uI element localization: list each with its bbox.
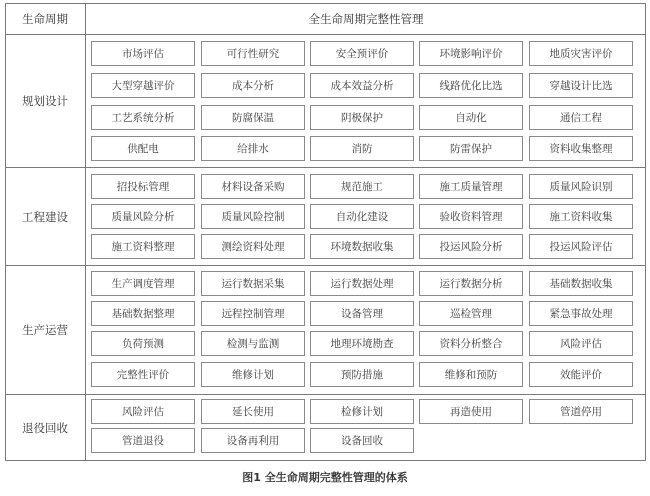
task-box: 给排水: [201, 136, 305, 161]
task-box: 阴极保护: [310, 105, 414, 130]
task-box: 安全预评价: [310, 41, 414, 66]
task-box: 设备再利用: [201, 428, 305, 453]
task-box: 穿越设计比选: [529, 73, 633, 98]
header-integrity-management: 全生命周期完整性管理: [308, 12, 424, 26]
task-box: 自动化: [419, 105, 523, 130]
phase-decommission: 退役回收: [22, 421, 68, 435]
task-box: 效能评价: [529, 362, 633, 387]
task-box: 风险评估: [91, 399, 195, 424]
task-box: 防腐保温: [201, 105, 305, 130]
task-box: 消防: [310, 136, 414, 161]
header-lifecycle: 生命周期: [22, 12, 68, 26]
task-box: 施工资料收集: [529, 204, 633, 229]
task-box: 巡检管理: [419, 301, 523, 326]
task-box: 预防措施: [310, 362, 414, 387]
task-box: 成本分析: [201, 73, 305, 98]
task-box: 运行数据分析: [419, 271, 523, 296]
task-box: 运行数据采集: [201, 271, 305, 296]
task-box: 地质灾害评价: [529, 41, 633, 66]
task-box: 供配电: [91, 136, 195, 161]
task-box: 紧急事故处理: [529, 301, 633, 326]
task-box: 通信工程: [529, 105, 633, 130]
task-box: 设备管理: [310, 301, 414, 326]
task-box: 防雷保护: [419, 136, 523, 161]
task-box: 材料设备采购: [201, 174, 305, 199]
task-box: 检修计划: [310, 399, 414, 424]
column-divider: [85, 3, 86, 461]
task-box: 成本效益分析: [310, 73, 414, 98]
phase-divider-3: [5, 394, 646, 395]
task-box: 管道停用: [529, 399, 633, 424]
task-box: 投运风险分析: [419, 234, 523, 259]
task-box: 基础数据整理: [91, 301, 195, 326]
task-box: 资料分析整合: [419, 331, 523, 356]
task-box: 完整性评价: [91, 362, 195, 387]
task-box: 运行数据处理: [310, 271, 414, 296]
task-box: 资料收集整理: [529, 136, 633, 161]
task-box: 负荷预测: [91, 331, 195, 356]
phase-operation: 生产运营: [22, 323, 68, 337]
task-box: 招投标管理: [91, 174, 195, 199]
task-box: 线路优化比选: [419, 73, 523, 98]
task-box: 维修和预防: [419, 362, 523, 387]
task-box: 施工质量管理: [419, 174, 523, 199]
phase-construction: 工程建设: [22, 209, 68, 224]
task-box: 施工资料整理: [91, 234, 195, 259]
phase-divider-1: [5, 167, 646, 168]
task-box: 质量风险控制: [201, 204, 305, 229]
task-box: 可行性研究: [201, 41, 305, 66]
task-box: 质量风险分析: [91, 204, 195, 229]
phase-planning-design: 规划设计: [22, 94, 68, 108]
task-box: 设备回收: [310, 428, 414, 453]
task-box: 维修计划: [201, 362, 305, 387]
task-box: 管道退役: [91, 428, 195, 453]
task-box: 市场评估: [91, 41, 195, 66]
task-box: 质量风险识别: [529, 174, 633, 199]
header-divider: [5, 34, 646, 35]
task-box: 环境数据收集: [310, 234, 414, 259]
figure-caption: 图1 全生命周期完整性管理的体系: [242, 471, 408, 484]
task-box: 大型穿越评价: [91, 73, 195, 98]
task-box: 风险评估: [529, 331, 633, 356]
task-box: 测绘资料处理: [201, 234, 305, 259]
task-box: 生产调度管理: [91, 271, 195, 296]
task-box: 规范施工: [310, 174, 414, 199]
task-box: 再造使用: [419, 399, 523, 424]
task-box: 检测与监测: [201, 331, 305, 356]
task-box: 远程控制管理: [201, 301, 305, 326]
task-box: 投运风险评估: [529, 234, 633, 259]
task-box: 环境影响评价: [419, 41, 523, 66]
task-box: 工艺系统分析: [91, 105, 195, 130]
task-box: 地理环境勘查: [310, 331, 414, 356]
phase-divider-2: [5, 265, 646, 266]
lifecycle-table: [5, 3, 646, 461]
task-box: 验收资料管理: [419, 204, 523, 229]
task-box: 延长使用: [201, 399, 305, 424]
task-box: 自动化建设: [310, 204, 414, 229]
task-box: 基础数据收集: [529, 271, 633, 296]
